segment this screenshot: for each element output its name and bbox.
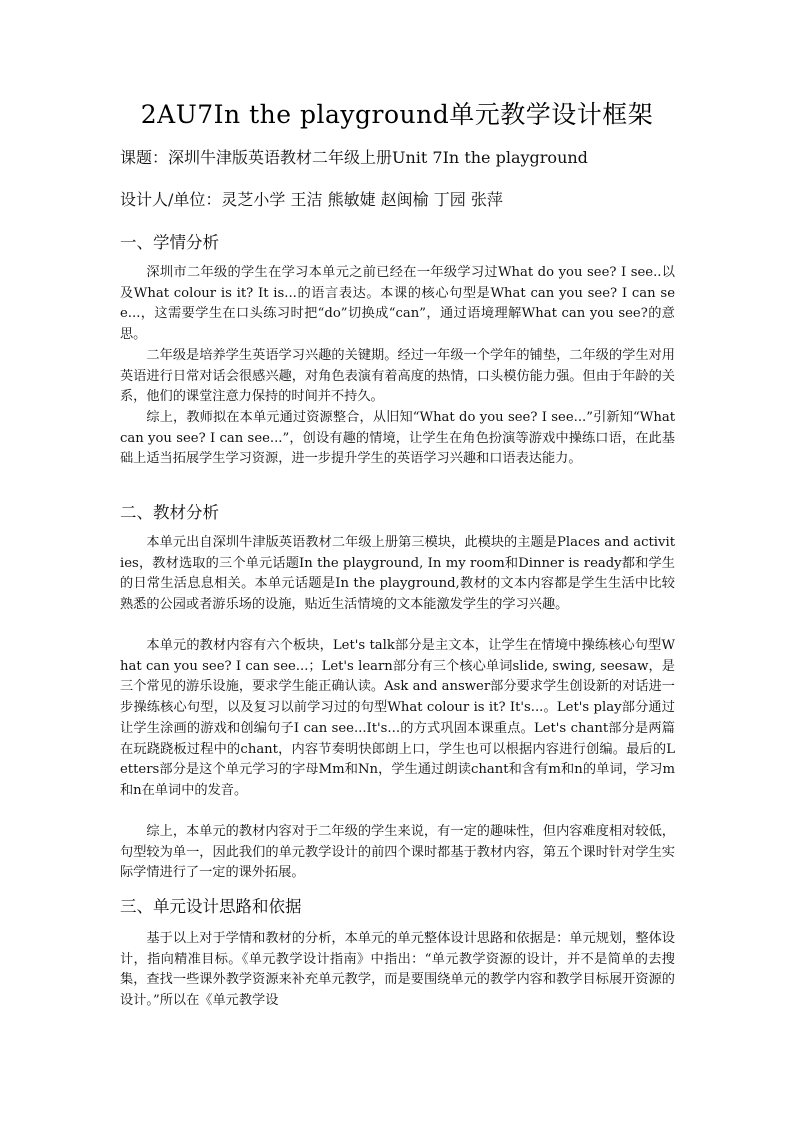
paragraph: 深圳市二年级的学生在学习本单元之前已经在一年级学习过What do you see? I see..以及What colour is it? It is...的语言表达。本课的核心句型是What can you see? I can see...，这需要学生在口头练习时把“do”切换成“can”，通过语境理解What can you see?的意思。 (120, 265, 675, 343)
paragraph: 本单元出自深圳牛津版英语教材二年级上册第三模块，此模块的主题是Places and activities，教材选取的三个单元话题In the playground, In my room和Dinner is ready都和学生的日常生活息息相关。本单元话题是In the playground,教材的文本内容都是学生生活中比较熟悉的公园或者游乐场的设施，贴近生活情境的文本能激发学生的学习兴趣。 (120, 535, 675, 613)
section-heading-learner-analysis: 一、学情分析 (120, 233, 219, 252)
paragraph: 综上，教师拟在本单元通过资源整合，从旧知“What do you see? I see...”引新知“What can you see? I can see...”，创设有趣的情境，让学生在角色扮演等游戏中操练口语，在此基础上适当拓展学生学习资源，进一步提升学生的英语学习兴趣和口语表达能力。 (120, 410, 675, 467)
paragraph: 基于以上对于学情和教材的分析，本单元的单元整体设计思路和依据是：单元规划，整体设计，指向精准目标。《单元教学设计指南》中指出：“单元教学资源的设计，并不是简单的去搜集，查找一些课外教学资源来补充单元教学，而是要围绕单元的教学内容和教学目标展开资源的设计。”所以在《单元教学设 (120, 931, 675, 1009)
document-title: 2AU7In the playground单元教学设计框架 (140, 100, 654, 129)
paragraph: 综上，本单元的教材内容对于二年级的学生来说，有一定的趣味性，但内容难度相对较低，句型较为单一，因此我们的单元教学设计的前四个课时都基于教材内容，第五个课时针对学生实际学情进行了一定的课外拓展。 (120, 824, 675, 881)
section-heading-design-rationale: 三、单元设计思路和依据 (120, 897, 302, 916)
designer-line: 设计人/单位：灵芝小学 王洁 熊敏婕 赵闽榆 丁园 张萍 (120, 190, 503, 209)
section-heading-textbook-analysis: 二、教材分析 (120, 503, 219, 522)
paragraph: 本单元的教材内容有六个板块，Let's talk部分是主文本，让学生在情境中操练核心句型What can you see? I can see...；Let's learn部分有三个核心单词slide, swing, seesaw，是三个常见的游乐设施，要求学生能正确认读。Ask and answer部分要求学生创设新的对话进一步操练核心句型，以及复习以前学习过的句型What colour is it? It's...。Let's play部分通过让学生涂画的游戏和创编句子I can see...It's...的方式巩固本课重点。Let's chant部分是两篇在玩跷跷板过程中的chant，内容节奏明快郎朗上口，学生也可以根据内容进行创编。最后的Letters部分是这个单元学习的字母Mm和Nn，学生通过朗读chant和含有m和n的单词，学习m和n在单词中的发音。 (120, 638, 675, 798)
topic-line: 课题：深圳牛津版英语教材二年级上册Unit 7In the playground (120, 148, 588, 167)
paragraph: 二年级是培养学生英语学习兴趣的关键期。经过一年级一个学年的铺垫，二年级的学生对用英语进行日常对话会很感兴趣，对角色表演有着高度的热情，口头模仿能力强。但由于年龄的关系，他们的课堂注意力保持的时间并不持久。 (120, 348, 675, 405)
